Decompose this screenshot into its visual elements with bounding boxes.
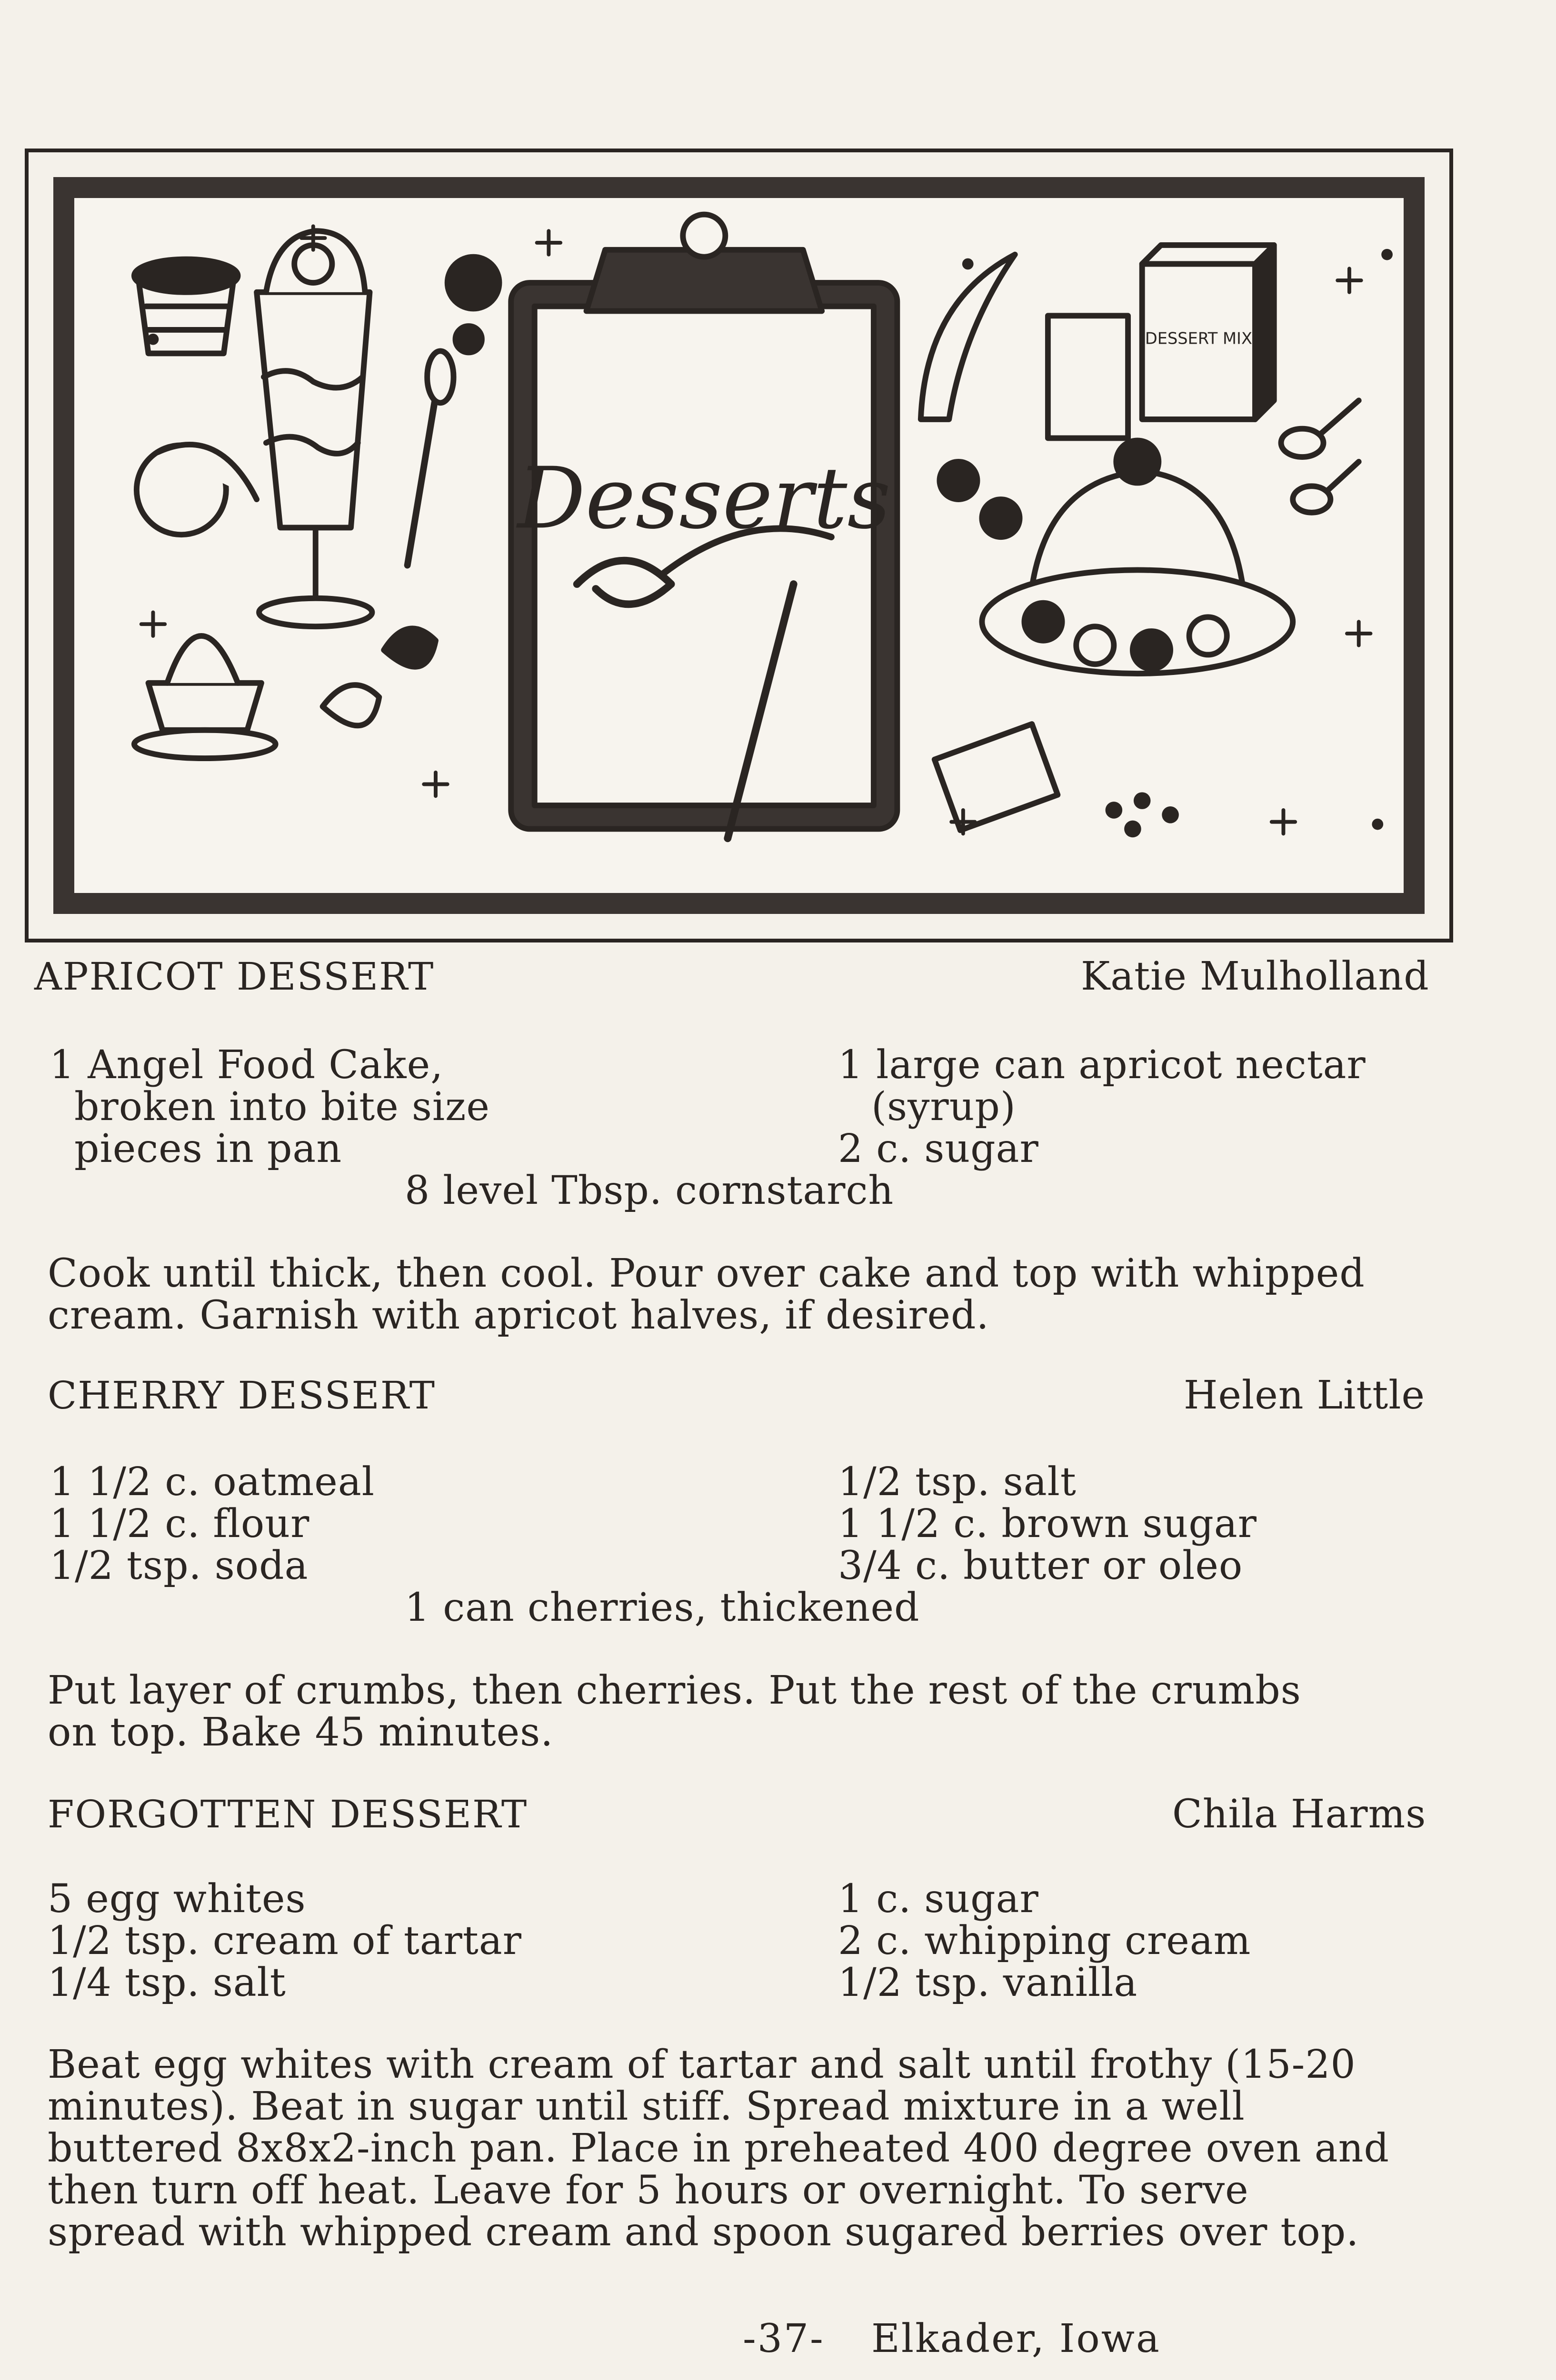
sundae-glass-icon [257, 231, 372, 626]
gelatin-packet-icon [935, 724, 1058, 830]
cherry-icon [982, 499, 1019, 537]
clipboard-title: Desserts [517, 449, 891, 548]
ingredient: 1 1/2 c. brown sugar [838, 1501, 1257, 1547]
dessert-bowl-icon [134, 636, 276, 758]
ingredient: 2 c. whipping cream [838, 1918, 1251, 1964]
cookie-icon [448, 257, 499, 309]
directions-line: Beat egg whites with cream of tartar and salt until frothy (15-20 [48, 2042, 1356, 2087]
ingredient: 1/4 tsp. salt [48, 1960, 286, 2005]
recipe-author: Helen Little [1184, 1373, 1426, 1418]
ingredient: (syrup) [871, 1084, 1016, 1130]
ingredient: 8 level Tbsp. cornstarch [405, 1168, 894, 1213]
directions-line: Put layer of crumbs, then cherries. Put the rest of the crumbs [48, 1668, 1301, 1713]
ingredient: 1 large can apricot nectar [838, 1042, 1366, 1088]
gelatin-mold-icon [982, 440, 1293, 674]
ingredient: 1 can cherries, thickened [405, 1585, 920, 1630]
directions-line: Cook until thick, then cool. Pour over cake and top with whipped [48, 1251, 1365, 1296]
ingredient: 1 1/2 c. oatmeal [50, 1459, 375, 1505]
box-label: DESSERT MIX [1145, 329, 1253, 348]
recipe-title: CHERRY DESSERT [48, 1373, 436, 1418]
ingredient: 2 c. sugar [838, 1126, 1039, 1171]
measuring-spoon-icon [1281, 429, 1324, 457]
desserts-illustration [25, 149, 1453, 942]
directions-line: then turn off heat. Leave for 5 hours or overnight. To serve [48, 2168, 1249, 2213]
page-number: -37- [743, 2316, 825, 2361]
strawberry-icon [384, 628, 436, 666]
ingredient: 1 c. sugar [838, 1876, 1039, 1922]
recipe-title: APRICOT DESSERT [34, 954, 435, 999]
directions-line: on top. Bake 45 minutes. [48, 1710, 554, 1755]
illustration-artwork [74, 198, 1404, 893]
ingredient: 1/2 tsp. soda [50, 1543, 309, 1588]
recipe-author: Katie Mulholland [1081, 954, 1429, 999]
ingredient: 1/2 tsp. cream of tartar [48, 1918, 522, 1964]
directions-line: buttered 8x8x2-inch pan. Place in preheated 400 degree oven and [48, 2126, 1389, 2171]
ingredient: 1 Angel Food Cake, [50, 1042, 444, 1088]
spoon-icon [408, 396, 436, 565]
ingredient: 3/4 c. butter or oleo [838, 1543, 1243, 1588]
illustration-frame [53, 177, 1425, 914]
ingredient: 1/2 tsp. vanilla [838, 1960, 1138, 2005]
directions-line: minutes). Beat in sugar until stiff. Spread mixture in a well [48, 2084, 1245, 2129]
ingredient: broken into bite size [74, 1084, 490, 1130]
recipe-title: FORGOTTEN DESSERT [48, 1792, 528, 1836]
ingredient: 5 egg whites [48, 1876, 306, 1922]
banana-icon [921, 255, 1015, 419]
ingredient: 1 1/2 c. flour [50, 1501, 310, 1547]
directions-line: cream. Garnish with apricot halves, if desired. [48, 1293, 989, 1338]
recipe-author: Chila Harms [1172, 1792, 1426, 1837]
ingredient: pieces in pan [74, 1126, 342, 1171]
directions-line: spread with whipped cream and spoon sugared berries over top. [48, 2210, 1359, 2255]
ingredient: 1/2 tsp. salt [838, 1459, 1077, 1505]
page-location: Elkader, Iowa [871, 2316, 1161, 2361]
